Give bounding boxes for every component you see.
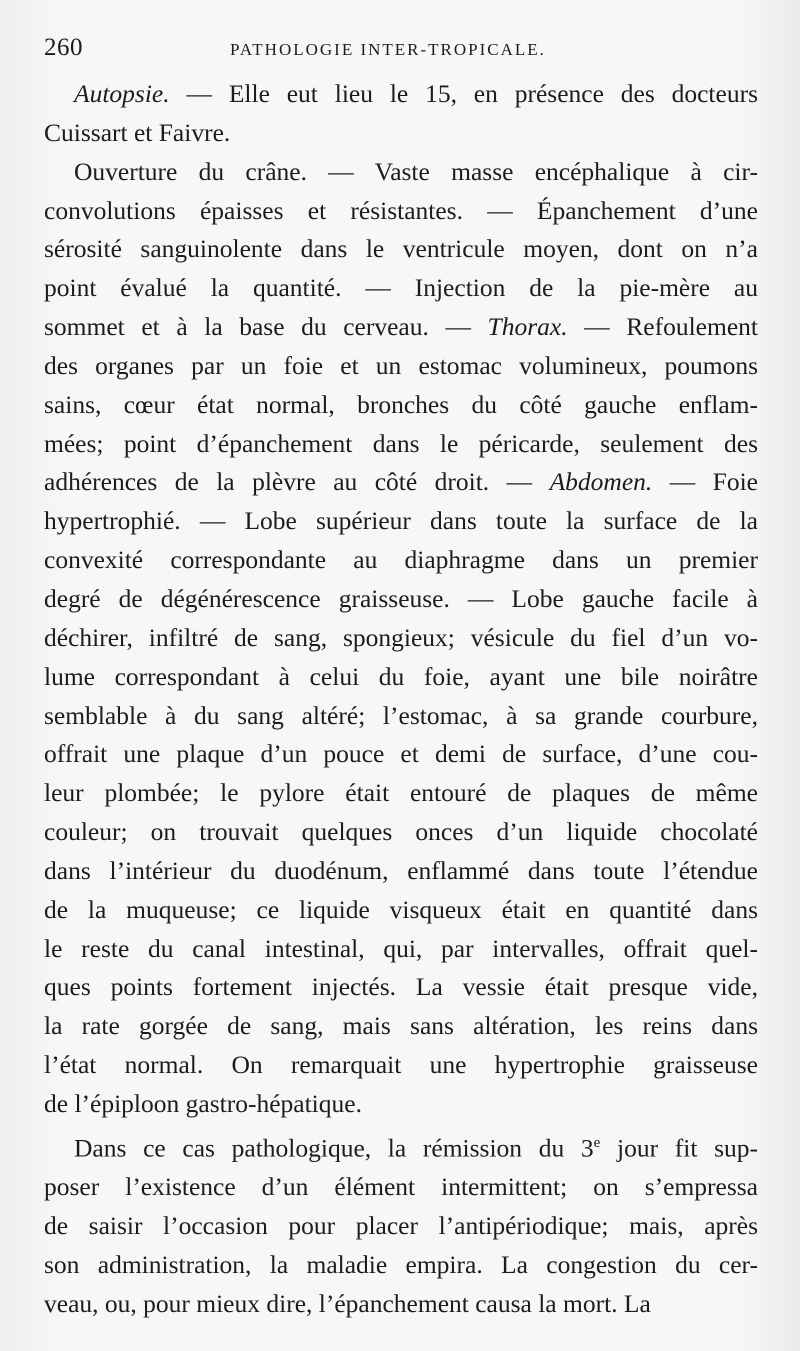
text-run: offrait une plaque d’un pouce et demi de surface, d’une cou- bbox=[44, 739, 758, 769]
text-line bbox=[44, 1207, 758, 1246]
superscript-text: e bbox=[593, 1134, 601, 1151]
text-run: jour fit sup- bbox=[600, 1133, 759, 1163]
text-line bbox=[44, 541, 758, 580]
text-run: des organes par un foie et un estomac volumineux, poumons bbox=[44, 350, 758, 380]
text-line bbox=[44, 930, 758, 969]
text-run: la rate gorgée de sang, mais sans altération, les reins dans bbox=[44, 1011, 758, 1041]
text-line bbox=[44, 697, 758, 736]
text-line bbox=[44, 813, 758, 852]
text-run: Ouverture du crâne. — Vaste masse encéphalique à cir- bbox=[74, 156, 758, 186]
text-line bbox=[44, 269, 758, 308]
text-run: de l’épiploon gastro-hépatique. bbox=[44, 1088, 362, 1118]
text-run: l’état normal. On remarquait une hypertrophie graisseuse bbox=[44, 1050, 758, 1080]
text-run: Cuissart et Faivre. bbox=[44, 117, 231, 147]
text-run: couleur; on trouvait quelques onces d’un liquide chocolaté bbox=[44, 817, 758, 847]
text-line bbox=[44, 968, 758, 1007]
paragraph bbox=[44, 1124, 758, 1324]
text-line bbox=[44, 619, 758, 658]
text-run: semblable à du sang altéré; l’estomac, à sa grande courbure, bbox=[44, 700, 758, 730]
text-line bbox=[44, 308, 758, 347]
text-line bbox=[44, 580, 758, 619]
text-run: le reste du canal intestinal, qui, par intervalles, offrait quel- bbox=[44, 933, 758, 963]
text-line bbox=[44, 1285, 758, 1324]
text-run: son administration, la maladie empira. La congestion du cer- bbox=[44, 1249, 758, 1279]
text-run: point évalué la quantité. — Injection de la pie-mère au bbox=[44, 273, 758, 303]
text-run: adhérences de la plèvre au côté droit. — bbox=[44, 467, 550, 497]
text-run: Dans ce cas pathologique, la rémission du 3 bbox=[74, 1133, 594, 1163]
text-run: sérosité sanguinolente dans le ventricule moyen, dont on n’a bbox=[44, 234, 758, 264]
text-run: convolutions épaisses et résistantes. — Épanchement d’une bbox=[44, 195, 758, 225]
page-header bbox=[44, 34, 760, 64]
italic-text: Thorax. bbox=[487, 312, 568, 342]
text-line bbox=[44, 891, 758, 930]
text-line bbox=[44, 735, 758, 774]
text-line bbox=[44, 425, 758, 464]
body-text bbox=[44, 75, 758, 1324]
text-run: de saisir l’occasion pour placer l’antipériodique; mais, après bbox=[44, 1210, 758, 1240]
text-line bbox=[44, 114, 758, 153]
text-line bbox=[44, 1124, 758, 1168]
text-line bbox=[44, 75, 758, 114]
text-line bbox=[44, 1046, 758, 1085]
text-run: ques points fortement injectés. La vessie était presque vide, bbox=[44, 972, 758, 1002]
text-run: sommet et à la base du cerveau. — bbox=[44, 312, 488, 342]
text-run: leur plombée; le pylore était entouré de plaques de même bbox=[44, 778, 758, 808]
running-title: PATHOLOGIE INTER-TROPICALE. bbox=[230, 40, 546, 59]
text-run: degré de dégénérescence graisseuse. — Lobe gauche facile à bbox=[44, 583, 758, 613]
text-line bbox=[44, 1007, 758, 1046]
paragraph bbox=[44, 75, 758, 153]
text-run: convexité correspondante au diaphragme dans un premier bbox=[44, 545, 758, 575]
text-run: — Elle eut lieu le 15, en présence des docteurs bbox=[169, 79, 758, 108]
text-run: veau, ou, pour mieux dire, l’épanchement causa la mort. La bbox=[44, 1288, 651, 1318]
text-run: lume correspondant à celui du foie, ayant une bile noirâtre bbox=[44, 661, 758, 691]
text-line bbox=[44, 1085, 758, 1124]
text-line bbox=[44, 1246, 758, 1285]
text-line bbox=[44, 658, 758, 697]
text-line bbox=[44, 463, 758, 502]
text-line bbox=[44, 1168, 758, 1207]
text-line bbox=[44, 347, 758, 386]
text-run: mées; point d’épanchement dans le péricarde, seulement des bbox=[44, 428, 758, 458]
paragraph bbox=[44, 153, 758, 1124]
text-run: — Refoulement bbox=[567, 312, 758, 342]
italic-text: Abdomen. bbox=[549, 467, 653, 497]
text-line bbox=[44, 386, 758, 425]
italic-text: Autopsie. bbox=[74, 79, 170, 108]
text-run: sains, cœur état normal, bronches du côté gauche enflam- bbox=[44, 389, 758, 419]
text-line bbox=[44, 502, 758, 541]
text-run: de la muqueuse; ce liquide visqueux était en quantité dans bbox=[44, 894, 758, 924]
text-line bbox=[44, 774, 758, 813]
text-line bbox=[44, 852, 758, 891]
text-line bbox=[44, 192, 758, 231]
text-line bbox=[44, 153, 758, 192]
text-run: — Foie bbox=[652, 467, 758, 497]
text-line bbox=[44, 230, 758, 269]
text-run: poser l’existence d’un élément intermittent; on s’empressa bbox=[44, 1172, 758, 1202]
text-run: dans l’intérieur du duodénum, enflammé dans toute l’étendue bbox=[44, 855, 758, 885]
text-run: déchirer, infiltré de sang, spongieux; vésicule du fiel d’un vo- bbox=[44, 622, 758, 652]
text-run: hypertrophié. — Lobe supérieur dans toute la surface de la bbox=[44, 506, 758, 536]
page-number: 260 bbox=[44, 34, 83, 61]
